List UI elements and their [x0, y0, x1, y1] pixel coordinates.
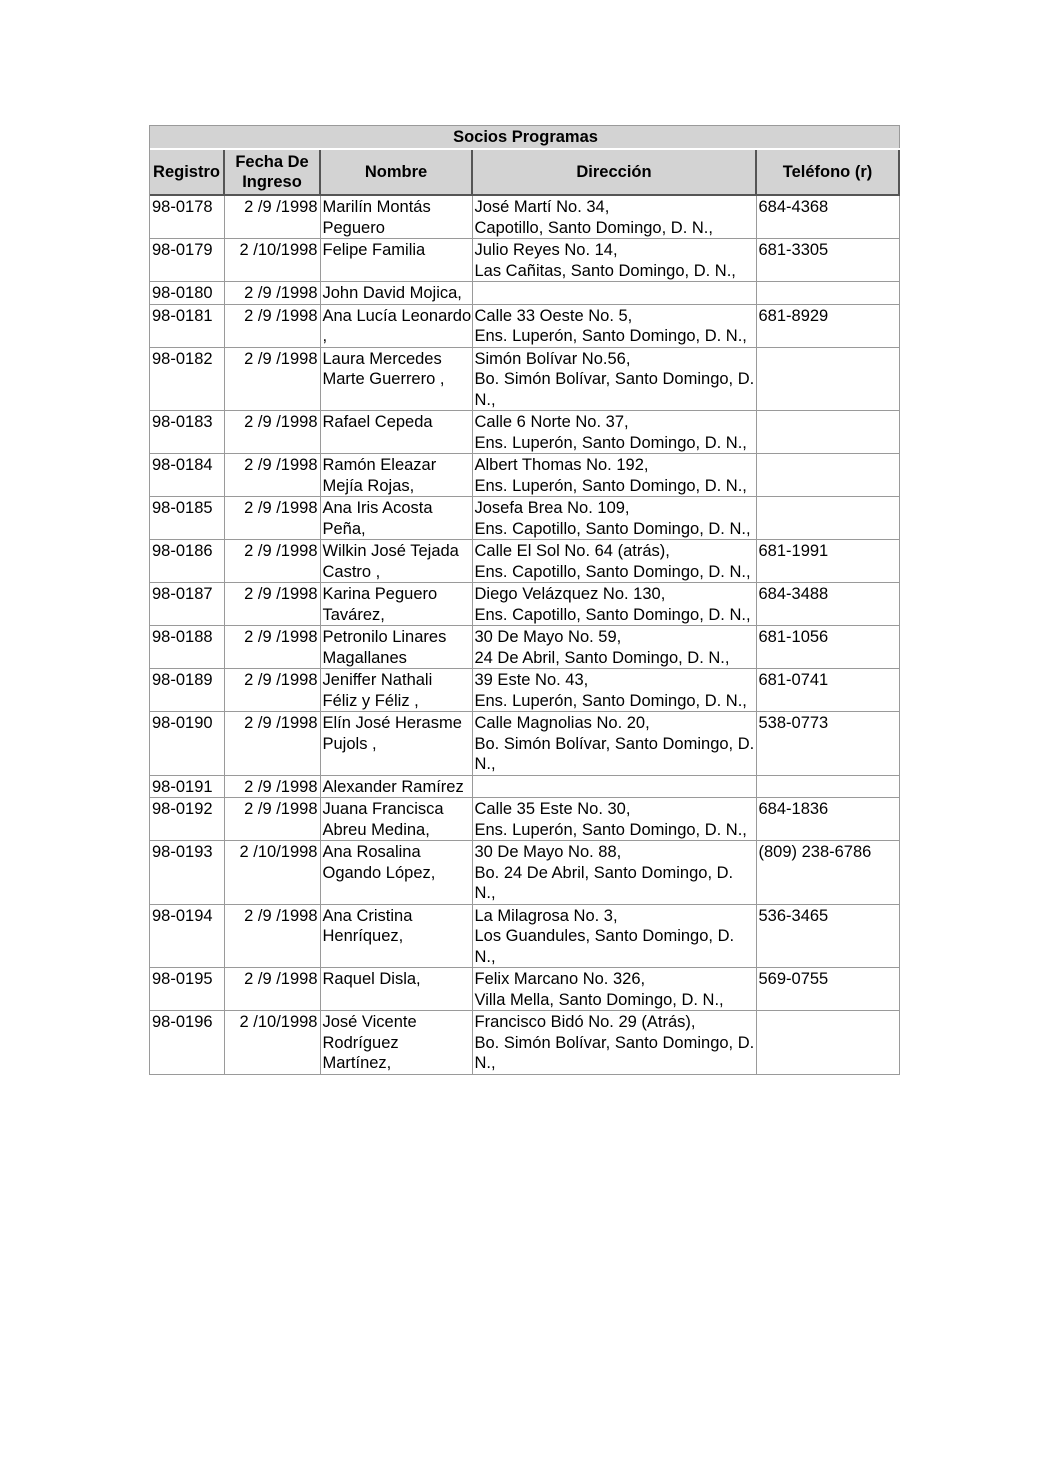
cell-fecha: 2 /9 /1998 — [224, 775, 320, 798]
cell-nombre: Ramón Eleazar Mejía Rojas, — [320, 454, 472, 497]
cell-nombre: Alexander Ramírez — [320, 775, 472, 798]
cell-telefono: 684-4368 — [756, 195, 899, 239]
cell-telefono — [756, 411, 899, 454]
cell-fecha: 2 /9 /1998 — [224, 583, 320, 626]
cell-direccion — [472, 282, 756, 305]
cell-fecha: 2 /9 /1998 — [224, 411, 320, 454]
cell-direccion: 39 Este No. 43, Ens. Luperón, Santo Domingo, D. N., — [472, 669, 756, 712]
table-row — [150, 239, 899, 282]
cell-registro: 98-0187 — [150, 583, 224, 626]
cell-fecha: 2 /9 /1998 — [224, 540, 320, 583]
cell-registro: 98-0178 — [150, 195, 224, 239]
cell-telefono: 569-0755 — [756, 968, 899, 1011]
cell-direccion: Josefa Brea No. 109, Ens. Capotillo, Santo Domingo, D. N., — [472, 497, 756, 540]
cell-nombre: Raquel Disla, — [320, 968, 472, 1011]
table-header-row — [150, 149, 899, 195]
table-row — [150, 968, 899, 1011]
cell-nombre: Laura Mercedes Marte Guerrero , — [320, 347, 472, 411]
cell-nombre: Ana Cristina Henríquez, — [320, 904, 472, 968]
table-row — [150, 411, 899, 454]
cell-registro: 98-0188 — [150, 626, 224, 669]
table-row — [150, 540, 899, 583]
cell-fecha: 2 /9 /1998 — [224, 626, 320, 669]
header-fecha: Fecha De Ingreso — [224, 149, 320, 195]
cell-fecha: 2 /9 /1998 — [224, 304, 320, 347]
cell-telefono: 681-3305 — [756, 239, 899, 282]
cell-fecha: 2 /10/1998 — [224, 841, 320, 905]
cell-registro: 98-0183 — [150, 411, 224, 454]
cell-fecha: 2 /9 /1998 — [224, 904, 320, 968]
cell-direccion: Diego Velázquez No. 130, Ens. Capotillo, Santo Domingo, D. N., — [472, 583, 756, 626]
cell-fecha: 2 /9 /1998 — [224, 798, 320, 841]
cell-nombre: Ana Iris Acosta Peña, — [320, 497, 472, 540]
cell-nombre: Felipe Familia — [320, 239, 472, 282]
cell-telefono: 681-8929 — [756, 304, 899, 347]
cell-direccion: Felix Marcano No. 326, Villa Mella, Santo Domingo, D. N., — [472, 968, 756, 1011]
table-row — [150, 195, 899, 239]
cell-nombre: Juana Francisca Abreu Medina, — [320, 798, 472, 841]
table-title: Socios Programas — [150, 126, 899, 149]
table-row — [150, 282, 899, 305]
cell-direccion: Calle El Sol No. 64 (atrás), Ens. Capotillo, Santo Domingo, D. N., — [472, 540, 756, 583]
table-row — [150, 798, 899, 841]
table-row — [150, 626, 899, 669]
cell-telefono: 684-3488 — [756, 583, 899, 626]
cell-direccion: Simón Bolívar No.56, Bo. Simón Bolívar, Santo Domingo, D. N., — [472, 347, 756, 411]
cell-registro: 98-0180 — [150, 282, 224, 305]
cell-nombre: Petronilo Linares Magallanes — [320, 626, 472, 669]
socios-table-container — [149, 125, 900, 1075]
cell-direccion: Francisco Bidó No. 29 (Atrás), Bo. Simón Bolívar, Santo Domingo, D. N., — [472, 1011, 756, 1074]
cell-direccion: José Martí No. 34, Capotillo, Santo Domingo, D. N., — [472, 195, 756, 239]
cell-telefono — [756, 497, 899, 540]
cell-nombre: Karina Peguero Tavárez, — [320, 583, 472, 626]
cell-nombre: Ana Lucía Leonardo , — [320, 304, 472, 347]
table-row — [150, 775, 899, 798]
cell-telefono — [756, 454, 899, 497]
cell-fecha: 2 /10/1998 — [224, 239, 320, 282]
cell-fecha: 2 /9 /1998 — [224, 968, 320, 1011]
header-direccion: Dirección — [472, 149, 756, 195]
table-row — [150, 904, 899, 968]
cell-telefono: 684-1836 — [756, 798, 899, 841]
cell-registro: 98-0182 — [150, 347, 224, 411]
cell-nombre: Marilín Montás Peguero — [320, 195, 472, 239]
table-row — [150, 583, 899, 626]
table-row — [150, 841, 899, 905]
cell-registro: 98-0195 — [150, 968, 224, 1011]
cell-nombre: Ana Rosalina Ogando López, — [320, 841, 472, 905]
table-row — [150, 1011, 899, 1074]
cell-direccion: 30 De Mayo No. 88, Bo. 24 De Abril, Santo Domingo, D. N., — [472, 841, 756, 905]
cell-direccion: Albert Thomas No. 192, Ens. Luperón, Santo Domingo, D. N., — [472, 454, 756, 497]
cell-registro: 98-0189 — [150, 669, 224, 712]
cell-registro: 98-0193 — [150, 841, 224, 905]
table-row — [150, 347, 899, 411]
cell-fecha: 2 /9 /1998 — [224, 195, 320, 239]
cell-fecha: 2 /9 /1998 — [224, 454, 320, 497]
cell-registro: 98-0190 — [150, 712, 224, 776]
cell-telefono: 681-0741 — [756, 669, 899, 712]
table-row — [150, 712, 899, 776]
cell-telefono — [756, 347, 899, 411]
cell-direccion: Calle 33 Oeste No. 5, Ens. Luperón, Santo Domingo, D. N., — [472, 304, 756, 347]
cell-registro: 98-0191 — [150, 775, 224, 798]
cell-direccion: La Milagrosa No. 3, Los Guandules, Santo Domingo, D. N., — [472, 904, 756, 968]
cell-fecha: 2 /9 /1998 — [224, 347, 320, 411]
cell-direccion — [472, 775, 756, 798]
cell-telefono: (809) 238-6786 — [756, 841, 899, 905]
cell-telefono: 536-3465 — [756, 904, 899, 968]
header-registro: Registro — [150, 149, 224, 195]
header-nombre: Nombre — [320, 149, 472, 195]
cell-telefono — [756, 775, 899, 798]
cell-fecha: 2 /9 /1998 — [224, 282, 320, 305]
cell-direccion: 30 De Mayo No. 59, 24 De Abril, Santo Domingo, D. N., — [472, 626, 756, 669]
cell-registro: 98-0192 — [150, 798, 224, 841]
cell-nombre: Elín José Herasme Pujols , — [320, 712, 472, 776]
cell-registro: 98-0186 — [150, 540, 224, 583]
header-telefono: Teléfono (r) — [756, 149, 899, 195]
cell-telefono: 538-0773 — [756, 712, 899, 776]
cell-telefono — [756, 282, 899, 305]
table-row — [150, 304, 899, 347]
table-body — [150, 195, 899, 1074]
table-row — [150, 497, 899, 540]
cell-registro: 98-0194 — [150, 904, 224, 968]
socios-table — [150, 126, 900, 1074]
cell-direccion: Calle Magnolias No. 20, Bo. Simón Bolívar, Santo Domingo, D. N., — [472, 712, 756, 776]
table-row — [150, 669, 899, 712]
cell-direccion: Calle 6 Norte No. 37, Ens. Luperón, Santo Domingo, D. N., — [472, 411, 756, 454]
cell-nombre: Jeniffer Nathali Féliz y Féliz , — [320, 669, 472, 712]
cell-registro: 98-0196 — [150, 1011, 224, 1074]
cell-nombre: Rafael Cepeda — [320, 411, 472, 454]
cell-nombre: John David Mojica, — [320, 282, 472, 305]
cell-registro: 98-0185 — [150, 497, 224, 540]
cell-direccion: Calle 35 Este No. 30, Ens. Luperón, Santo Domingo, D. N., — [472, 798, 756, 841]
cell-telefono — [756, 1011, 899, 1074]
cell-fecha: 2 /9 /1998 — [224, 669, 320, 712]
cell-nombre: José Vicente Rodríguez Martínez, — [320, 1011, 472, 1074]
cell-telefono: 681-1991 — [756, 540, 899, 583]
cell-telefono: 681-1056 — [756, 626, 899, 669]
table-row — [150, 454, 899, 497]
cell-fecha: 2 /9 /1998 — [224, 712, 320, 776]
cell-registro: 98-0181 — [150, 304, 224, 347]
table-title-row — [150, 126, 899, 149]
cell-direccion: Julio Reyes No. 14, Las Cañitas, Santo Domingo, D. N., — [472, 239, 756, 282]
cell-fecha: 2 /10/1998 — [224, 1011, 320, 1074]
cell-registro: 98-0179 — [150, 239, 224, 282]
cell-nombre: Wilkin José Tejada Castro , — [320, 540, 472, 583]
cell-registro: 98-0184 — [150, 454, 224, 497]
cell-fecha: 2 /9 /1998 — [224, 497, 320, 540]
